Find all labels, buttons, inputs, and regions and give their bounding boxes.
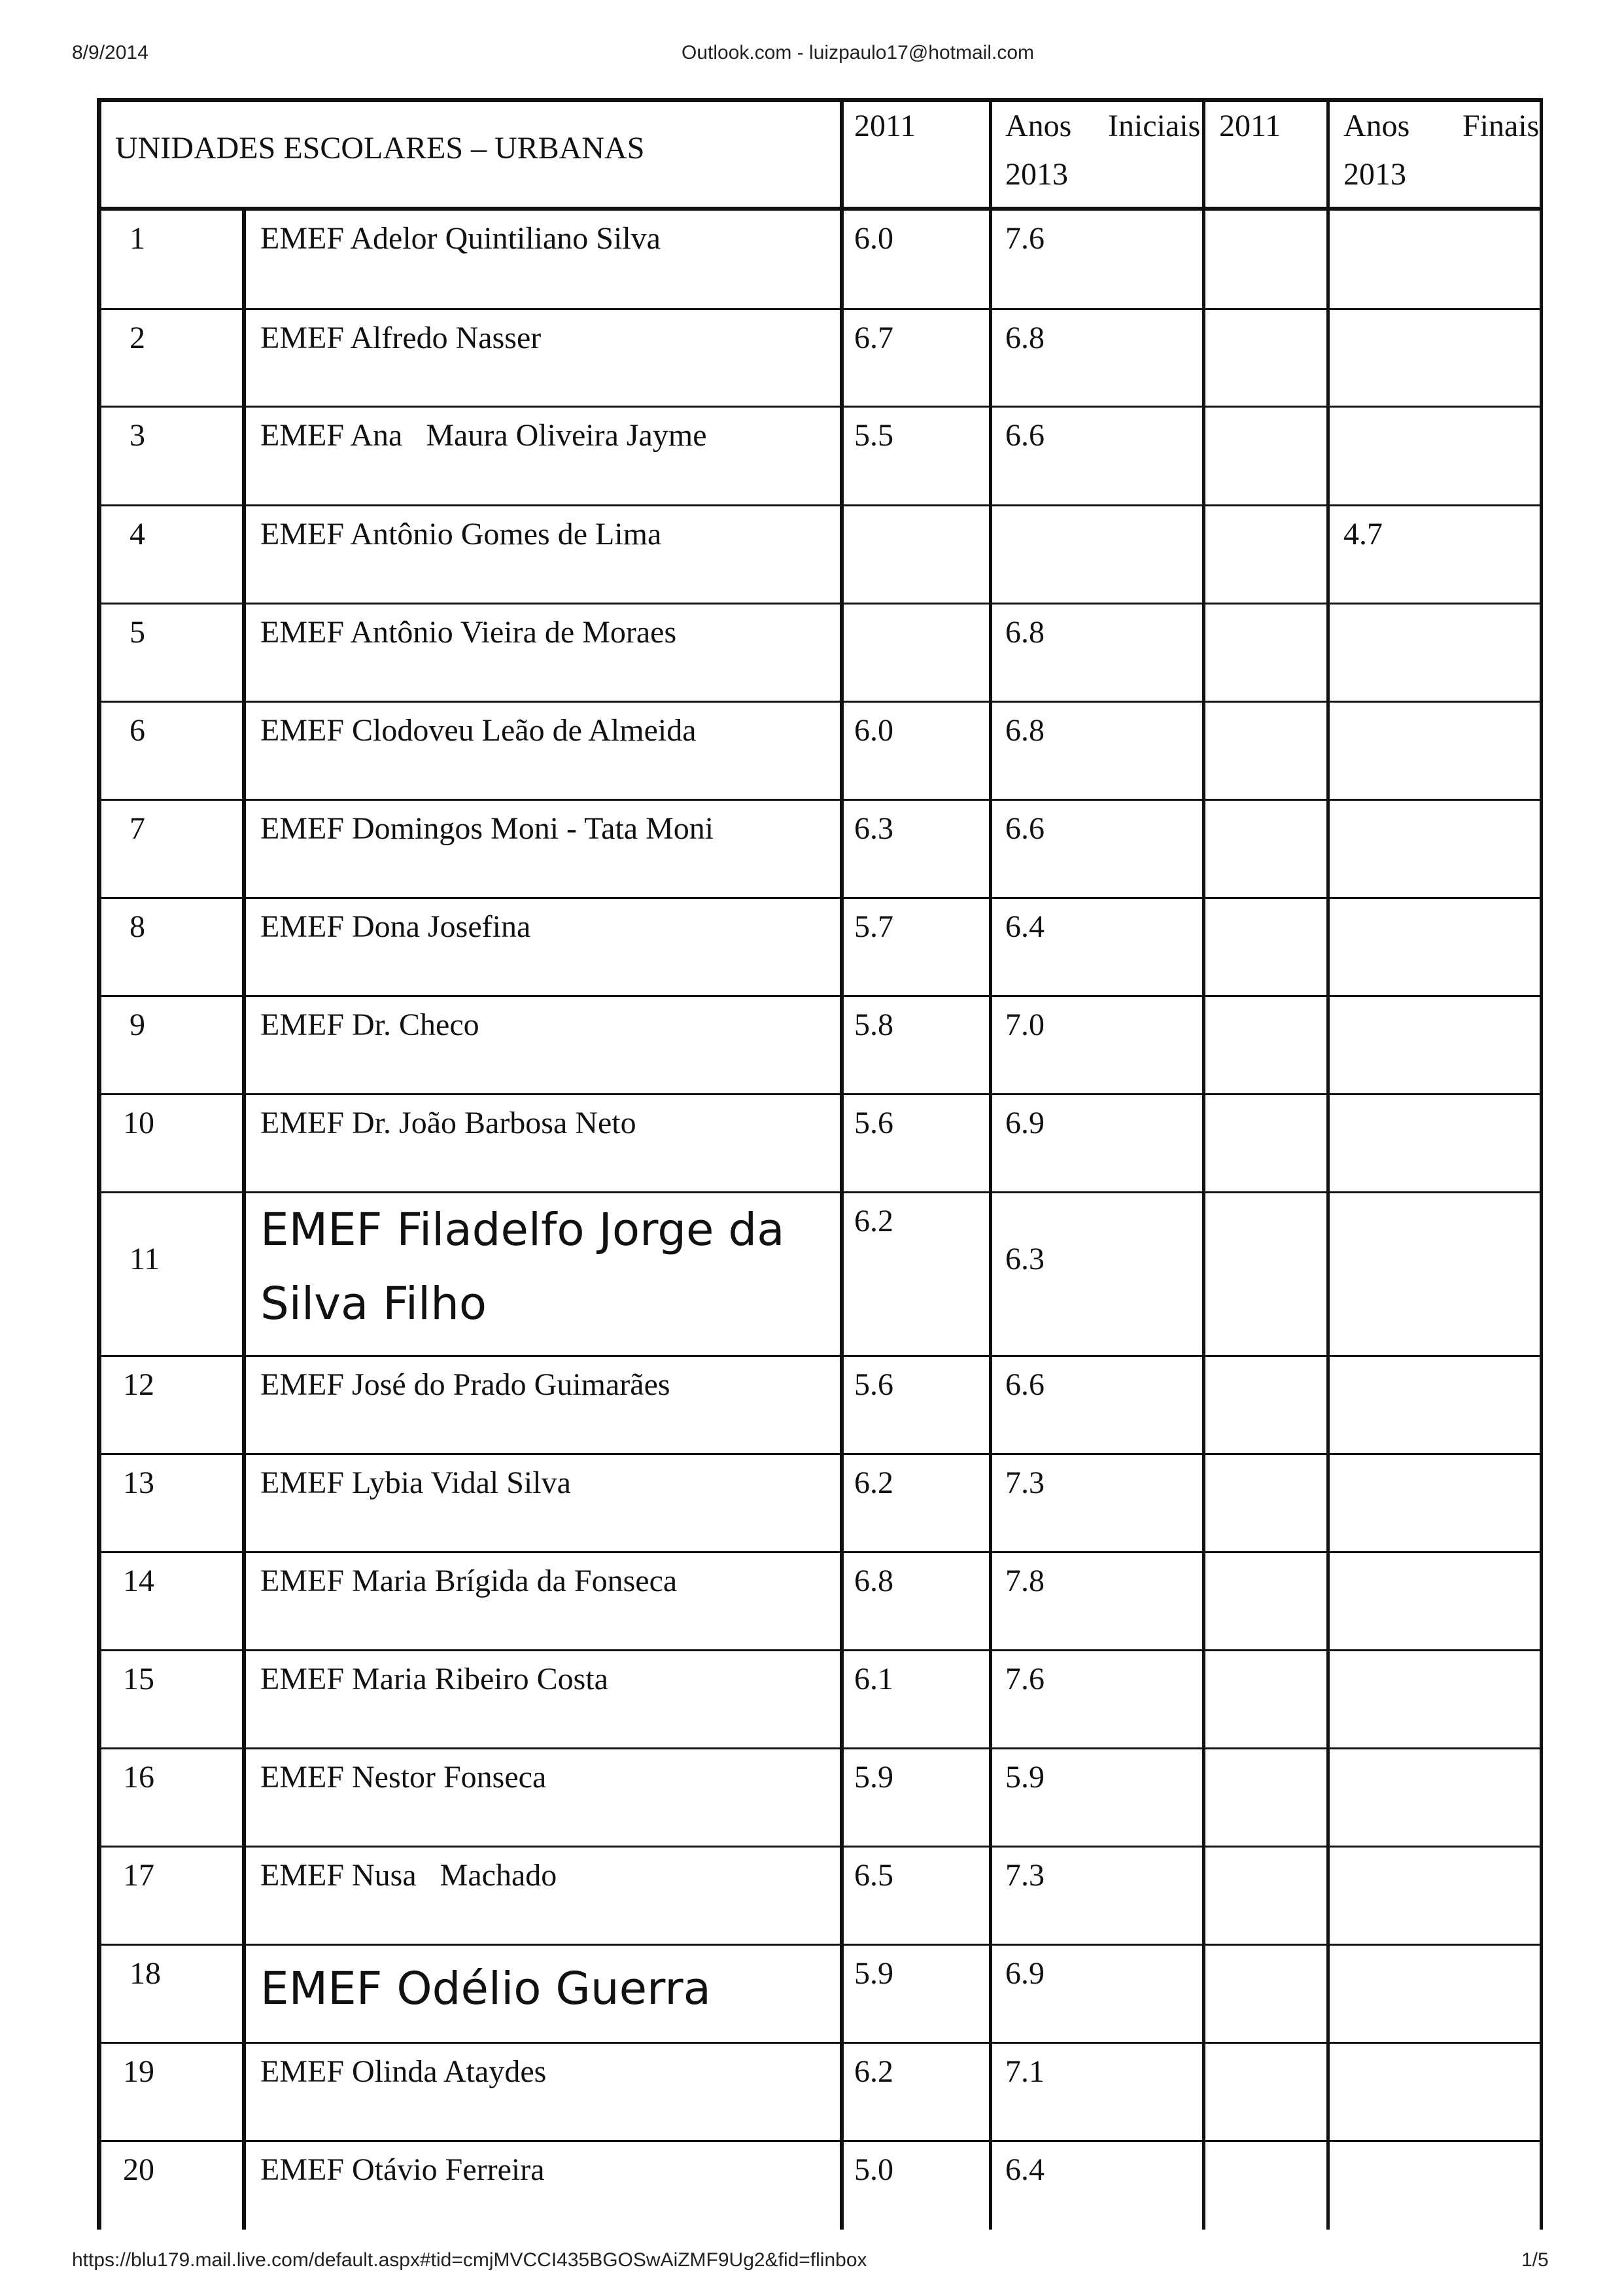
row-school-name: EMEF Ana Maura Oliveira Jayme	[260, 418, 707, 453]
row-iniciais-2013: 6.4	[1005, 909, 1045, 944]
row-number: 14	[123, 1564, 154, 1598]
row-iniciais-2013: 7.6	[1005, 1662, 1045, 1696]
row-iniciais-2013: 7.3	[1005, 1465, 1045, 1500]
row-iniciais-2011: 5.0	[854, 2152, 893, 2187]
row-number: 8	[130, 909, 145, 944]
iniciais-2011-divider	[989, 98, 992, 2230]
row-divider	[97, 406, 1542, 408]
row-iniciais-2011: 6.3	[854, 811, 893, 846]
row-divider	[97, 603, 1542, 604]
left-border	[97, 98, 101, 2230]
row-school-name: EMEF Dona Josefina	[260, 909, 531, 944]
row-divider	[97, 1191, 1542, 1193]
row-iniciais-2013: 7.8	[1005, 1564, 1045, 1598]
table-top-border	[97, 98, 1542, 102]
row-school-name: EMEF Dr. Checo	[260, 1007, 479, 1042]
row-school-name: EMEF Maria Brígida da Fonseca	[260, 1564, 678, 1598]
page-number: 1/5	[1521, 2249, 1549, 2271]
row-school-name: EMEF Domingos Moni - Tata Moni	[260, 811, 714, 846]
row-number: 11	[130, 1242, 160, 1276]
row-iniciais-2011: 5.5	[854, 418, 893, 453]
header-anos-finais-anos: Anos	[1343, 109, 1410, 143]
row-school-name: EMEF Nusa Machado	[260, 1858, 557, 1893]
row-iniciais-2013: 7.3	[1005, 1858, 1045, 1893]
header-anos-iniciais-year: 2013	[1005, 157, 1068, 192]
header-anos-finais-label: Finais	[1462, 109, 1540, 143]
row-iniciais-2013: 6.9	[1005, 1106, 1045, 1140]
header-2011-iniciais: 2011	[854, 109, 916, 143]
row-divider	[97, 308, 1542, 310]
finais-2011-divider	[1326, 98, 1330, 2230]
row-number: 10	[123, 1106, 154, 1140]
row-school-name: EMEF Lybia Vidal Silva	[260, 1465, 571, 1500]
row-iniciais-2011: 5.7	[854, 909, 893, 944]
row-school-name: EMEF Olinda Ataydes	[260, 2054, 547, 2089]
header-unidades: UNIDADES ESCOLARES – URBANAS	[115, 131, 645, 166]
row-iniciais-2011: 5.9	[854, 1956, 893, 1991]
page-url: https://blu179.mail.live.com/default.aspx#tid=cmjMVCCI435BGOSwAiZMF9Ug2&fid=flinbox	[72, 2249, 867, 2271]
row-divider	[97, 1846, 1542, 1848]
row-number: 4	[130, 517, 145, 552]
row-iniciais-2013: 6.6	[1005, 811, 1045, 846]
row-finais-2013: 4.7	[1343, 517, 1383, 552]
row-number: 15	[123, 1662, 154, 1696]
row-iniciais-2013: 6.8	[1005, 321, 1045, 355]
number-column-divider	[242, 209, 246, 2230]
row-iniciais-2013: 7.0	[1005, 1007, 1045, 1042]
row-iniciais-2011: 6.0	[854, 221, 893, 256]
row-iniciais-2011: 5.6	[854, 1106, 893, 1140]
row-school-name: EMEF Odélio Guerra	[260, 1963, 711, 2015]
header-anos-iniciais-label: Iniciais	[1108, 109, 1201, 143]
row-number: 20	[123, 2152, 154, 2187]
row-school-name: EMEF Antônio Vieira de Moraes	[260, 615, 677, 650]
row-iniciais-2011: 6.8	[854, 1564, 893, 1598]
row-school-name: EMEF Nestor Fonseca	[260, 1760, 547, 1795]
row-divider	[97, 995, 1542, 997]
row-divider	[97, 1551, 1542, 1553]
row-school-name: EMEF Dr. João Barbosa Neto	[260, 1106, 636, 1140]
row-divider	[97, 1747, 1542, 1749]
row-number: 7	[130, 811, 145, 846]
row-number: 16	[123, 1760, 154, 1795]
row-iniciais-2011: 6.2	[854, 2054, 893, 2089]
row-number: 2	[130, 321, 145, 355]
row-iniciais-2011: 6.2	[854, 1465, 893, 1500]
row-iniciais-2011: 6.2	[854, 1204, 893, 1238]
row-number: 12	[123, 1367, 154, 1402]
row-iniciais-2013: 6.3	[1005, 1242, 1045, 1276]
row-iniciais-2011: 6.1	[854, 1662, 893, 1696]
row-iniciais-2013: 6.4	[1005, 2152, 1045, 2187]
row-number: 5	[130, 615, 145, 650]
row-number: 19	[123, 2054, 154, 2089]
name-column-divider	[840, 98, 844, 2230]
row-divider	[97, 1093, 1542, 1095]
row-number: 3	[130, 418, 145, 453]
row-school-name: EMEF Maria Ribeiro Costa	[260, 1662, 608, 1696]
right-border	[1540, 98, 1543, 2230]
row-school-name: EMEF Filadelfo Jorge da Silva Filho	[260, 1204, 785, 1330]
row-iniciais-2013: 5.9	[1005, 1760, 1045, 1795]
page-date: 8/9/2014	[72, 42, 148, 63]
row-divider	[97, 897, 1542, 899]
row-number: 1	[130, 221, 145, 256]
row-divider	[97, 1453, 1542, 1455]
row-number: 13	[123, 1465, 154, 1500]
row-school-name: EMEF Alfredo Nasser	[260, 321, 542, 355]
header-2011-finais: 2011	[1219, 109, 1281, 143]
row-school-name: EMEF José do Prado Guimarães	[260, 1367, 670, 1402]
row-divider	[97, 1944, 1542, 1946]
row-number: 6	[130, 713, 145, 748]
row-iniciais-2013: 6.9	[1005, 1956, 1045, 1991]
row-divider	[97, 799, 1542, 801]
row-iniciais-2013: 6.6	[1005, 418, 1045, 453]
row-divider	[97, 504, 1542, 506]
page-title: Outlook.com - luizpaulo17@hotmail.com	[682, 42, 1035, 63]
row-iniciais-2013: 6.8	[1005, 615, 1045, 650]
iniciais-2013-divider	[1202, 98, 1205, 2230]
row-iniciais-2011: 5.6	[854, 1367, 893, 1402]
row-iniciais-2013: 6.8	[1005, 713, 1045, 748]
row-divider	[97, 1355, 1542, 1357]
row-iniciais-2013: 7.6	[1005, 221, 1045, 256]
row-divider	[97, 701, 1542, 703]
row-iniciais-2011: 6.0	[854, 713, 893, 748]
row-number: 18	[130, 1956, 161, 1991]
row-divider	[97, 1649, 1542, 1651]
row-school-name: EMEF Otávio Ferreira	[260, 2152, 545, 2187]
row-number: 9	[130, 1007, 145, 1042]
row-school-name: EMEF Clodoveu Leão de Almeida	[260, 713, 697, 748]
row-iniciais-2011: 5.8	[854, 1007, 893, 1042]
header-anos-iniciais-anos: Anos	[1005, 109, 1072, 143]
row-iniciais-2013: 7.1	[1005, 2054, 1045, 2089]
row-iniciais-2011: 5.9	[854, 1760, 893, 1795]
header-bottom-border	[97, 207, 1542, 211]
row-school-name: EMEF Antônio Gomes de Lima	[260, 517, 662, 552]
header-anos-finais-year: 2013	[1343, 157, 1406, 192]
row-iniciais-2013: 6.6	[1005, 1367, 1045, 1402]
row-divider	[97, 2140, 1542, 2142]
row-number: 17	[123, 1858, 154, 1893]
row-divider	[97, 2042, 1542, 2044]
row-school-name: EMEF Adelor Quintiliano Silva	[260, 221, 661, 256]
row-iniciais-2011: 6.7	[854, 321, 893, 355]
row-iniciais-2011: 6.5	[854, 1858, 893, 1893]
